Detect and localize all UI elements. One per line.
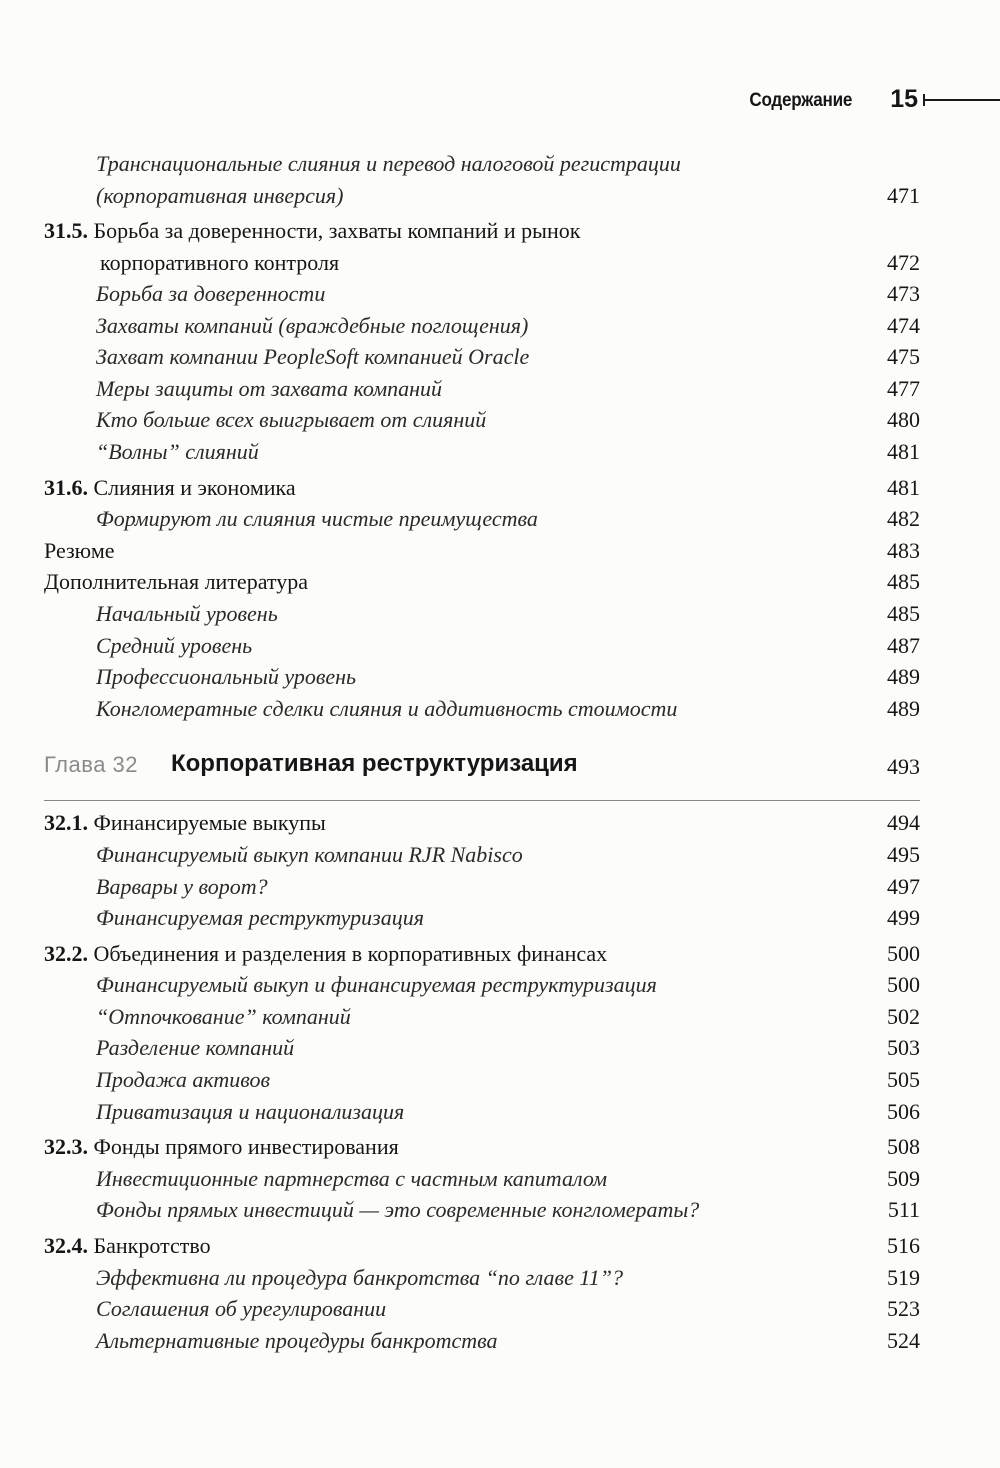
entry-title[interactable] (44, 938, 607, 970)
entry-page: 519 (887, 1264, 920, 1290)
entry-page: 505 (887, 1067, 920, 1093)
entry-page: 500 (887, 940, 920, 966)
entry-title-line2: корпоративного контроля (100, 249, 340, 275)
toc-entry[interactable] (0, 938, 1000, 970)
entry-title-text: Борьба за доверенности (96, 281, 326, 306)
entry-page: 481 (887, 438, 920, 464)
toc-entry[interactable] (0, 1194, 1000, 1226)
entry-title[interactable] (96, 503, 538, 535)
entry-title-text: Кто больше всех выигрывает от слияний (96, 407, 487, 433)
entry-title-text: Захват компании PeopleSoft компанией Oracle (96, 344, 530, 370)
entry-page: 523 (887, 1296, 920, 1322)
page-header (0, 86, 1000, 116)
entry-title[interactable] (96, 278, 325, 310)
toc-entry[interactable] (0, 1131, 1000, 1163)
running-title: Содержание (749, 90, 852, 111)
section-number: 32.3. (44, 1134, 88, 1160)
toc-entry[interactable] (0, 871, 1000, 903)
entry-page: 489 (887, 695, 920, 721)
entry-title-text: Финансируемые выкупы (93, 810, 326, 836)
entry-title[interactable] (96, 1194, 699, 1226)
entry-title-text: Профессиональный уровень (96, 664, 357, 690)
entry-page: 516 (887, 1233, 920, 1259)
toc-entry[interactable] (0, 693, 1000, 725)
entry-title-text: Варвары у ворот? (96, 873, 268, 899)
entry-title-text: Инвестиционные партнерства с частным капиталом (96, 1165, 608, 1191)
toc-entry[interactable] (0, 310, 1000, 342)
entry-page: 502 (887, 1003, 920, 1029)
toc-entry[interactable] (0, 436, 1000, 468)
chapter-heading[interactable] (44, 742, 920, 801)
toc-entry[interactable] (0, 969, 1000, 1001)
entry-title-text: Фонды прямых инвестиций — это современные конгломераты? (96, 1197, 700, 1223)
entry-page: 506 (887, 1098, 920, 1124)
toc-entry[interactable] (0, 1001, 1000, 1033)
entry-title[interactable] (96, 1096, 404, 1128)
entry-page: 477 (887, 375, 920, 401)
entry-page: 503 (887, 1035, 920, 1061)
entry-title-text: Фонды прямого инвестирования (93, 1134, 399, 1160)
entry-title[interactable] (96, 1032, 294, 1064)
table-of-contents (0, 148, 1000, 1356)
entry-title[interactable] (96, 404, 486, 436)
entry-title[interactable] (96, 1001, 351, 1033)
entry-page: 494 (887, 810, 920, 836)
entry-title[interactable] (44, 1230, 211, 1262)
toc-entry[interactable] (0, 341, 1000, 373)
entry-title[interactable] (96, 598, 278, 630)
entry-page: 482 (887, 506, 920, 532)
entry-title-text: Формируют ли слияния чистые преимущества (96, 506, 538, 532)
toc-entry[interactable] (0, 278, 1000, 310)
entry-title[interactable] (96, 661, 356, 693)
entry-title[interactable] (44, 215, 744, 278)
entry-title[interactable] (96, 1064, 270, 1096)
entry-page: 499 (887, 905, 920, 931)
entry-title[interactable] (96, 839, 523, 871)
entry-page: 473 (887, 281, 920, 306)
chapter-title[interactable]: Корпоративная реструктуризация (171, 750, 578, 778)
toc-entry[interactable] (0, 807, 1000, 839)
entry-title[interactable] (44, 807, 326, 839)
toc-entry[interactable] (0, 215, 1000, 278)
entry-title-text: Продажа активов (96, 1067, 271, 1093)
entry-title-text: Слияния и экономика (93, 474, 296, 500)
header-rule (923, 99, 1000, 101)
entry-page: 509 (887, 1165, 920, 1191)
entry-title[interactable] (96, 1163, 607, 1195)
entry-page: 475 (887, 344, 920, 370)
toc-entry[interactable] (0, 472, 1000, 504)
section-number: 32.2. (44, 940, 88, 966)
entry-title-text: Дополнительная литература (44, 569, 308, 595)
entry-title[interactable] (44, 535, 115, 567)
entry-title-text: Средний уровень (96, 632, 253, 658)
entry-page: 497 (887, 873, 920, 899)
entry-title-line2: (корпоративная инверсия) (96, 182, 344, 208)
entry-page: 489 (887, 664, 920, 690)
toc-entry[interactable] (0, 535, 1000, 567)
entry-title-text: Меры защиты от захвата компаний (96, 375, 443, 401)
toc-entry[interactable] (0, 1163, 1000, 1195)
entry-title[interactable] (96, 871, 268, 903)
toc-entry[interactable] (0, 630, 1000, 662)
toc-entry[interactable] (0, 902, 1000, 934)
entry-title-text: Резюме (44, 537, 115, 563)
entry-page: 483 (887, 537, 920, 563)
entry-page: 500 (887, 972, 920, 998)
entry-title-text: Финансируемая реструктуризация (96, 905, 424, 931)
entry-page: 524 (887, 1327, 920, 1353)
entry-title[interactable] (96, 310, 528, 342)
entry-page: 480 (887, 407, 920, 433)
entry-title-text: “Отпочкование” компаний (96, 1003, 351, 1029)
entry-title-text: Финансируемый выкуп и финансируемая реструктуризация (96, 972, 657, 998)
toc-entry[interactable] (0, 1325, 1000, 1357)
entry-title[interactable] (44, 566, 308, 598)
entry-title[interactable] (96, 1293, 386, 1325)
entry-page: 481 (887, 474, 920, 500)
section-number: 31.6. (44, 474, 88, 500)
entry-title[interactable] (96, 1262, 623, 1294)
toc-entry[interactable] (0, 566, 1000, 598)
toc-list-chapter-32 (0, 807, 1000, 1356)
toc-entry[interactable] (0, 1064, 1000, 1096)
entry-title[interactable] (96, 630, 252, 662)
entry-title-text: Соглашения об урегулировании (96, 1296, 387, 1322)
entry-title[interactable] (96, 341, 529, 373)
entry-title[interactable] (44, 1131, 399, 1163)
entry-title-text: Приватизация и национализация (96, 1098, 405, 1124)
entry-page: 511 (887, 1197, 920, 1223)
entry-page: 508 (887, 1134, 920, 1160)
entry-title-text: Разделение компаний (96, 1035, 295, 1061)
entry-page: 472 (887, 249, 920, 275)
entry-title-text: “Волны” слияний (96, 438, 259, 464)
toc-entry[interactable] (0, 1096, 1000, 1128)
chapter-page: 493 (887, 754, 920, 780)
entry-title-text: Банкротство (93, 1233, 211, 1259)
entry-title[interactable] (96, 436, 259, 468)
entry-title[interactable] (96, 373, 442, 405)
entry-page: 485 (887, 569, 920, 595)
entry-title-text: Начальный уровень (96, 600, 278, 626)
toc-entry[interactable] (0, 661, 1000, 693)
entry-page: 485 (887, 600, 920, 626)
toc-entry[interactable] (0, 1032, 1000, 1064)
entry-title-line1: Транснациональные слияния и перевод налоговой регистрации (96, 151, 681, 176)
entry-title-text: Объединения и разделения в корпоративных финансах (93, 940, 608, 966)
toc-entry[interactable] (0, 1262, 1000, 1294)
entry-title-text: Альтернативные процедуры банкротства (96, 1327, 498, 1353)
toc-entry[interactable] (0, 148, 1000, 211)
toc-list-chapter-31 (0, 148, 1000, 724)
chapter-label: Глава 32 (44, 752, 139, 778)
toc-entry[interactable] (0, 1293, 1000, 1325)
entry-page: 495 (887, 841, 920, 867)
section-number: 32.1. (44, 810, 88, 836)
page-number: 15 (890, 85, 918, 113)
entry-title-text: Эффективна ли процедура банкротства “по главе 11”? (96, 1264, 623, 1290)
toc-entry[interactable] (0, 1230, 1000, 1262)
entry-page: 474 (887, 312, 920, 338)
entry-title-text: Конгломератные сделки слияния и аддитивность стоимости (96, 695, 678, 721)
toc-entry[interactable] (0, 839, 1000, 871)
entry-title-text: Захваты компаний (враждебные поглощения) (96, 312, 529, 338)
entry-title[interactable] (96, 148, 856, 211)
entry-title[interactable] (96, 693, 677, 725)
toc-entry[interactable] (0, 598, 1000, 630)
toc-entry[interactable] (0, 373, 1000, 405)
entry-title[interactable] (96, 902, 424, 934)
entry-title[interactable] (44, 472, 296, 504)
entry-title[interactable] (96, 969, 657, 1001)
entry-title-text: Финансируемый выкуп компании RJR Nabisco (96, 841, 523, 867)
entry-page: 471 (887, 182, 920, 208)
entry-title-line1: Борьба за доверенности, захваты компаний и рынок (93, 218, 581, 243)
entry-title[interactable] (96, 1325, 498, 1357)
toc-entry[interactable] (0, 503, 1000, 535)
section-number: 32.4. (44, 1233, 88, 1259)
toc-entry[interactable] (0, 404, 1000, 436)
entry-page: 487 (887, 632, 920, 658)
section-number: 31.5. (44, 218, 88, 243)
